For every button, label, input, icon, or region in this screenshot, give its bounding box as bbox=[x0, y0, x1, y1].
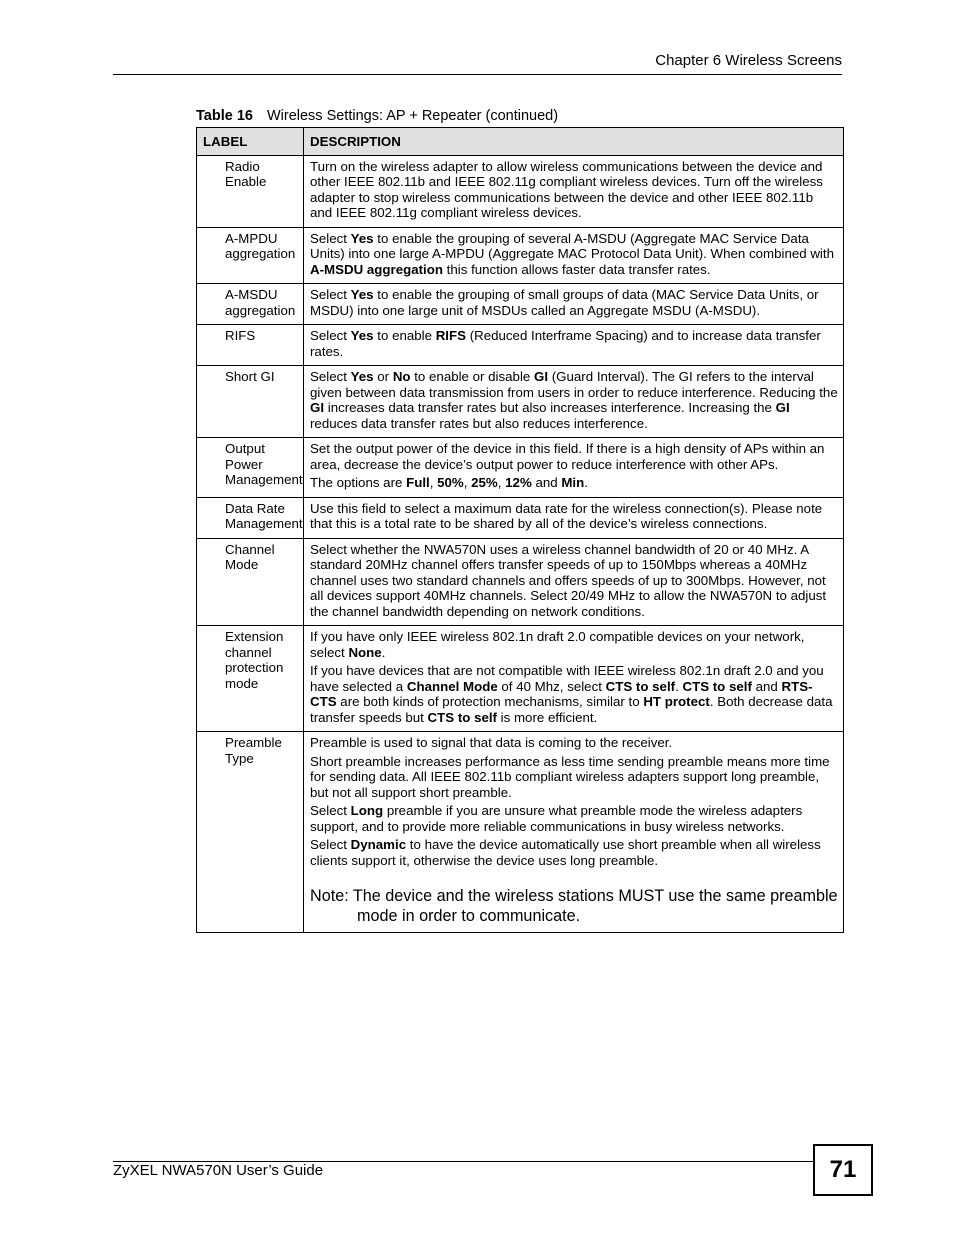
text-run: to enable the grouping of small groups of data (MAC Service Data Units, or MSDU) into one large unit of MSDUs called an Aggregate MSDU (A-MSDU). bbox=[310, 287, 819, 318]
bold-term: 50% bbox=[437, 475, 464, 490]
table-row bbox=[197, 732, 844, 933]
text-run: Select bbox=[310, 230, 351, 246]
text-run: Select whether the NWA570N uses a wireless channel bandwidth of 20 or 40 MHz. A standard 20MHz channel offers transfer speeds of up to 150Mbps whereas a 40MHz channel uses two standard channels and offers speeds of up to 300Mbps. However, not all devices support 40MHz channels. Select 20/49 MHz to allow the NWA570N to adjust the channel bandwidth depending on network conditions. bbox=[310, 541, 827, 619]
description-paragraph bbox=[310, 837, 838, 868]
bold-term: Dynamic bbox=[350, 837, 407, 852]
description-paragraph bbox=[310, 663, 838, 725]
text-run: reduces data transfer rates but also reduces interference. bbox=[310, 415, 648, 431]
row-label: Short GI bbox=[197, 366, 304, 438]
text-run: increases data transfer rates but also increases interference. Increasing the bbox=[324, 400, 776, 415]
bold-term: Yes bbox=[350, 369, 374, 384]
text-run: If you have only IEEE wireless 802.1n draft 2.0 compatible devices on your network, select bbox=[310, 629, 805, 660]
description-paragraph bbox=[310, 328, 838, 359]
table-body bbox=[197, 155, 844, 933]
header-label: LABEL bbox=[197, 128, 304, 156]
bold-term: GI bbox=[310, 400, 325, 415]
row-description bbox=[304, 438, 844, 498]
text-run: and bbox=[751, 678, 782, 694]
row-description bbox=[304, 325, 844, 366]
table-row bbox=[197, 626, 844, 732]
description-paragraph bbox=[310, 287, 838, 318]
bold-term: Full bbox=[406, 475, 430, 490]
row-label: A-MPDU aggregation bbox=[197, 227, 304, 284]
bold-term: Min bbox=[561, 475, 585, 490]
header-description: DESCRIPTION bbox=[304, 128, 844, 156]
text-run: to have the device automatically use short preamble when all wireless clients support it, otherwise the device uses long preamble. bbox=[310, 837, 821, 868]
text-run: to enable the grouping of several A-MSDU (Aggregate MAC Service Data Units) into one large A-MPDU (Aggregate MAC Protocol Data Unit). When combined with bbox=[310, 230, 834, 261]
row-description bbox=[304, 626, 844, 732]
page-number: 71 bbox=[813, 1144, 873, 1196]
guide-title: ZyXEL NWA570N User’s Guide bbox=[113, 1162, 324, 1179]
bold-term: Yes bbox=[350, 287, 374, 302]
description-paragraph bbox=[310, 441, 838, 472]
text-run: to enable or disable bbox=[410, 369, 534, 384]
settings-table bbox=[196, 127, 844, 933]
table-row bbox=[197, 538, 844, 626]
bold-term: GI bbox=[775, 400, 790, 415]
row-label: Data Rate Management bbox=[197, 497, 304, 538]
text-run: , bbox=[463, 475, 472, 490]
row-description bbox=[304, 155, 844, 227]
table-row bbox=[197, 155, 844, 227]
note-text: Note: The device and the wireless stations MUST use the same preamble mode in order to communicate. bbox=[310, 887, 838, 925]
description-paragraph bbox=[310, 629, 838, 660]
row-label: A-MSDU aggregation bbox=[197, 284, 304, 325]
bold-term: RTS-CTS bbox=[310, 678, 813, 709]
text-run: . bbox=[584, 475, 588, 490]
text-run: Use this field to select a maximum data rate for the wireless connection(s). Please note that this is a total rate to be shared by all of the device’s wireless connections. bbox=[310, 500, 823, 531]
bold-term: 12% bbox=[505, 475, 532, 490]
description-paragraph bbox=[310, 735, 838, 751]
row-description bbox=[304, 284, 844, 325]
description-paragraph bbox=[310, 501, 838, 532]
table-row bbox=[197, 366, 844, 438]
table-row bbox=[197, 438, 844, 498]
bold-term: Yes bbox=[350, 230, 374, 246]
text-run: Select bbox=[310, 328, 351, 343]
text-run: or bbox=[373, 369, 393, 384]
bold-term: Long bbox=[350, 803, 384, 818]
text-run: preamble if you are unsure what preamble mode the wireless adapters support, and to provide more reliable communications in busy wireless networks. bbox=[310, 803, 803, 834]
text-run: , bbox=[497, 475, 506, 490]
bold-term: 25% bbox=[471, 475, 498, 490]
bold-term: No bbox=[392, 369, 411, 384]
row-description bbox=[304, 366, 844, 438]
text-run: (Reduced Interframe Spacing) and to increase data transfer rates. bbox=[310, 328, 821, 359]
text-run: Short preamble increases performance as less time sending preamble means more time for sending data. All IEEE 802.11b compliant wireless adapters support long preamble, but not all support short preamble. bbox=[310, 753, 830, 800]
text-run: If you have devices that are not compatible with IEEE wireless 802.1n draft 2.0 and you have selected a bbox=[310, 663, 824, 694]
row-description bbox=[304, 227, 844, 284]
text-run: Preamble is used to signal that data is coming to the receiver. bbox=[310, 735, 673, 750]
row-label: Radio Enable bbox=[197, 155, 304, 227]
row-label: Output Power Management bbox=[197, 438, 304, 498]
text-run: Select bbox=[310, 287, 351, 302]
description-paragraph bbox=[310, 369, 838, 431]
description-paragraph bbox=[310, 803, 838, 834]
table-number: Table 16 bbox=[196, 108, 253, 124]
bold-term: RIFS bbox=[435, 328, 466, 343]
bold-term: Channel Mode bbox=[406, 678, 498, 694]
text-run: . bbox=[675, 678, 683, 694]
text-run: Select bbox=[310, 369, 351, 384]
bold-term: CTS to self bbox=[605, 678, 676, 694]
text-run: this function allows faster data transfer rates. bbox=[442, 261, 711, 277]
description-paragraph bbox=[310, 231, 838, 278]
text-run: The options are bbox=[310, 475, 407, 490]
text-run: Turn on the wireless adapter to allow wireless communications between the device and other IEEE 802.11b and IEEE 802.11g compliant wireless devices. Turn off the wireless adapter to stop wireless communications between the device and other IEEE 802.11b and IEEE 802.11g compliant wireless devices. bbox=[310, 158, 823, 220]
text-run: are both kinds of protection mechanisms, similar to bbox=[336, 694, 644, 709]
bold-term: GI bbox=[534, 369, 549, 384]
table-row bbox=[197, 325, 844, 366]
text-run: Select bbox=[310, 803, 351, 818]
row-label: Channel Mode bbox=[197, 538, 304, 626]
text-run: , bbox=[429, 475, 438, 490]
text-run: Set the output power of the device in this field. If there is a high density of APs within an area, decrease the device’s output power to reduce interference with other APs. bbox=[310, 441, 825, 472]
table-caption bbox=[196, 108, 558, 124]
text-run: to enable bbox=[373, 328, 436, 343]
bold-term: Yes bbox=[350, 328, 374, 343]
text-run: and bbox=[531, 475, 562, 490]
description-paragraph bbox=[310, 542, 838, 620]
bold-term: CTS to self bbox=[427, 709, 497, 725]
bold-term: CTS to self bbox=[682, 678, 752, 694]
table-row bbox=[197, 284, 844, 325]
bold-term: A-MSDU aggregation bbox=[310, 261, 443, 277]
text-run: . bbox=[381, 644, 386, 660]
row-description bbox=[304, 497, 844, 538]
table-row bbox=[197, 227, 844, 284]
text-run: (Guard Interval). The GI refers to the interval given between data transmission from users in order to reduce interference. Reducing the bbox=[310, 369, 838, 400]
text-run: Select bbox=[310, 837, 351, 852]
text-run: is more efficient. bbox=[496, 709, 598, 725]
bold-term: None bbox=[348, 644, 382, 660]
table-row bbox=[197, 497, 844, 538]
description-paragraph bbox=[310, 475, 838, 491]
table-title: Wireless Settings: AP + Repeater (continued) bbox=[266, 108, 559, 124]
chapter-title: Chapter 6 Wireless Screens bbox=[655, 52, 842, 69]
row-label: Preamble Type bbox=[197, 732, 304, 933]
table-header-row bbox=[197, 128, 844, 156]
description-paragraph bbox=[310, 159, 838, 221]
header-divider bbox=[113, 74, 842, 75]
text-run: of 40 Mhz, select bbox=[497, 678, 606, 694]
bold-term: HT protect bbox=[643, 694, 710, 709]
row-description bbox=[304, 732, 844, 933]
text-run: . Both decrease data transfer speeds but bbox=[310, 694, 833, 725]
description-paragraph bbox=[310, 754, 838, 801]
row-label: RIFS bbox=[197, 325, 304, 366]
row-label: Extension channel protection mode bbox=[197, 626, 304, 732]
row-description bbox=[304, 538, 844, 626]
